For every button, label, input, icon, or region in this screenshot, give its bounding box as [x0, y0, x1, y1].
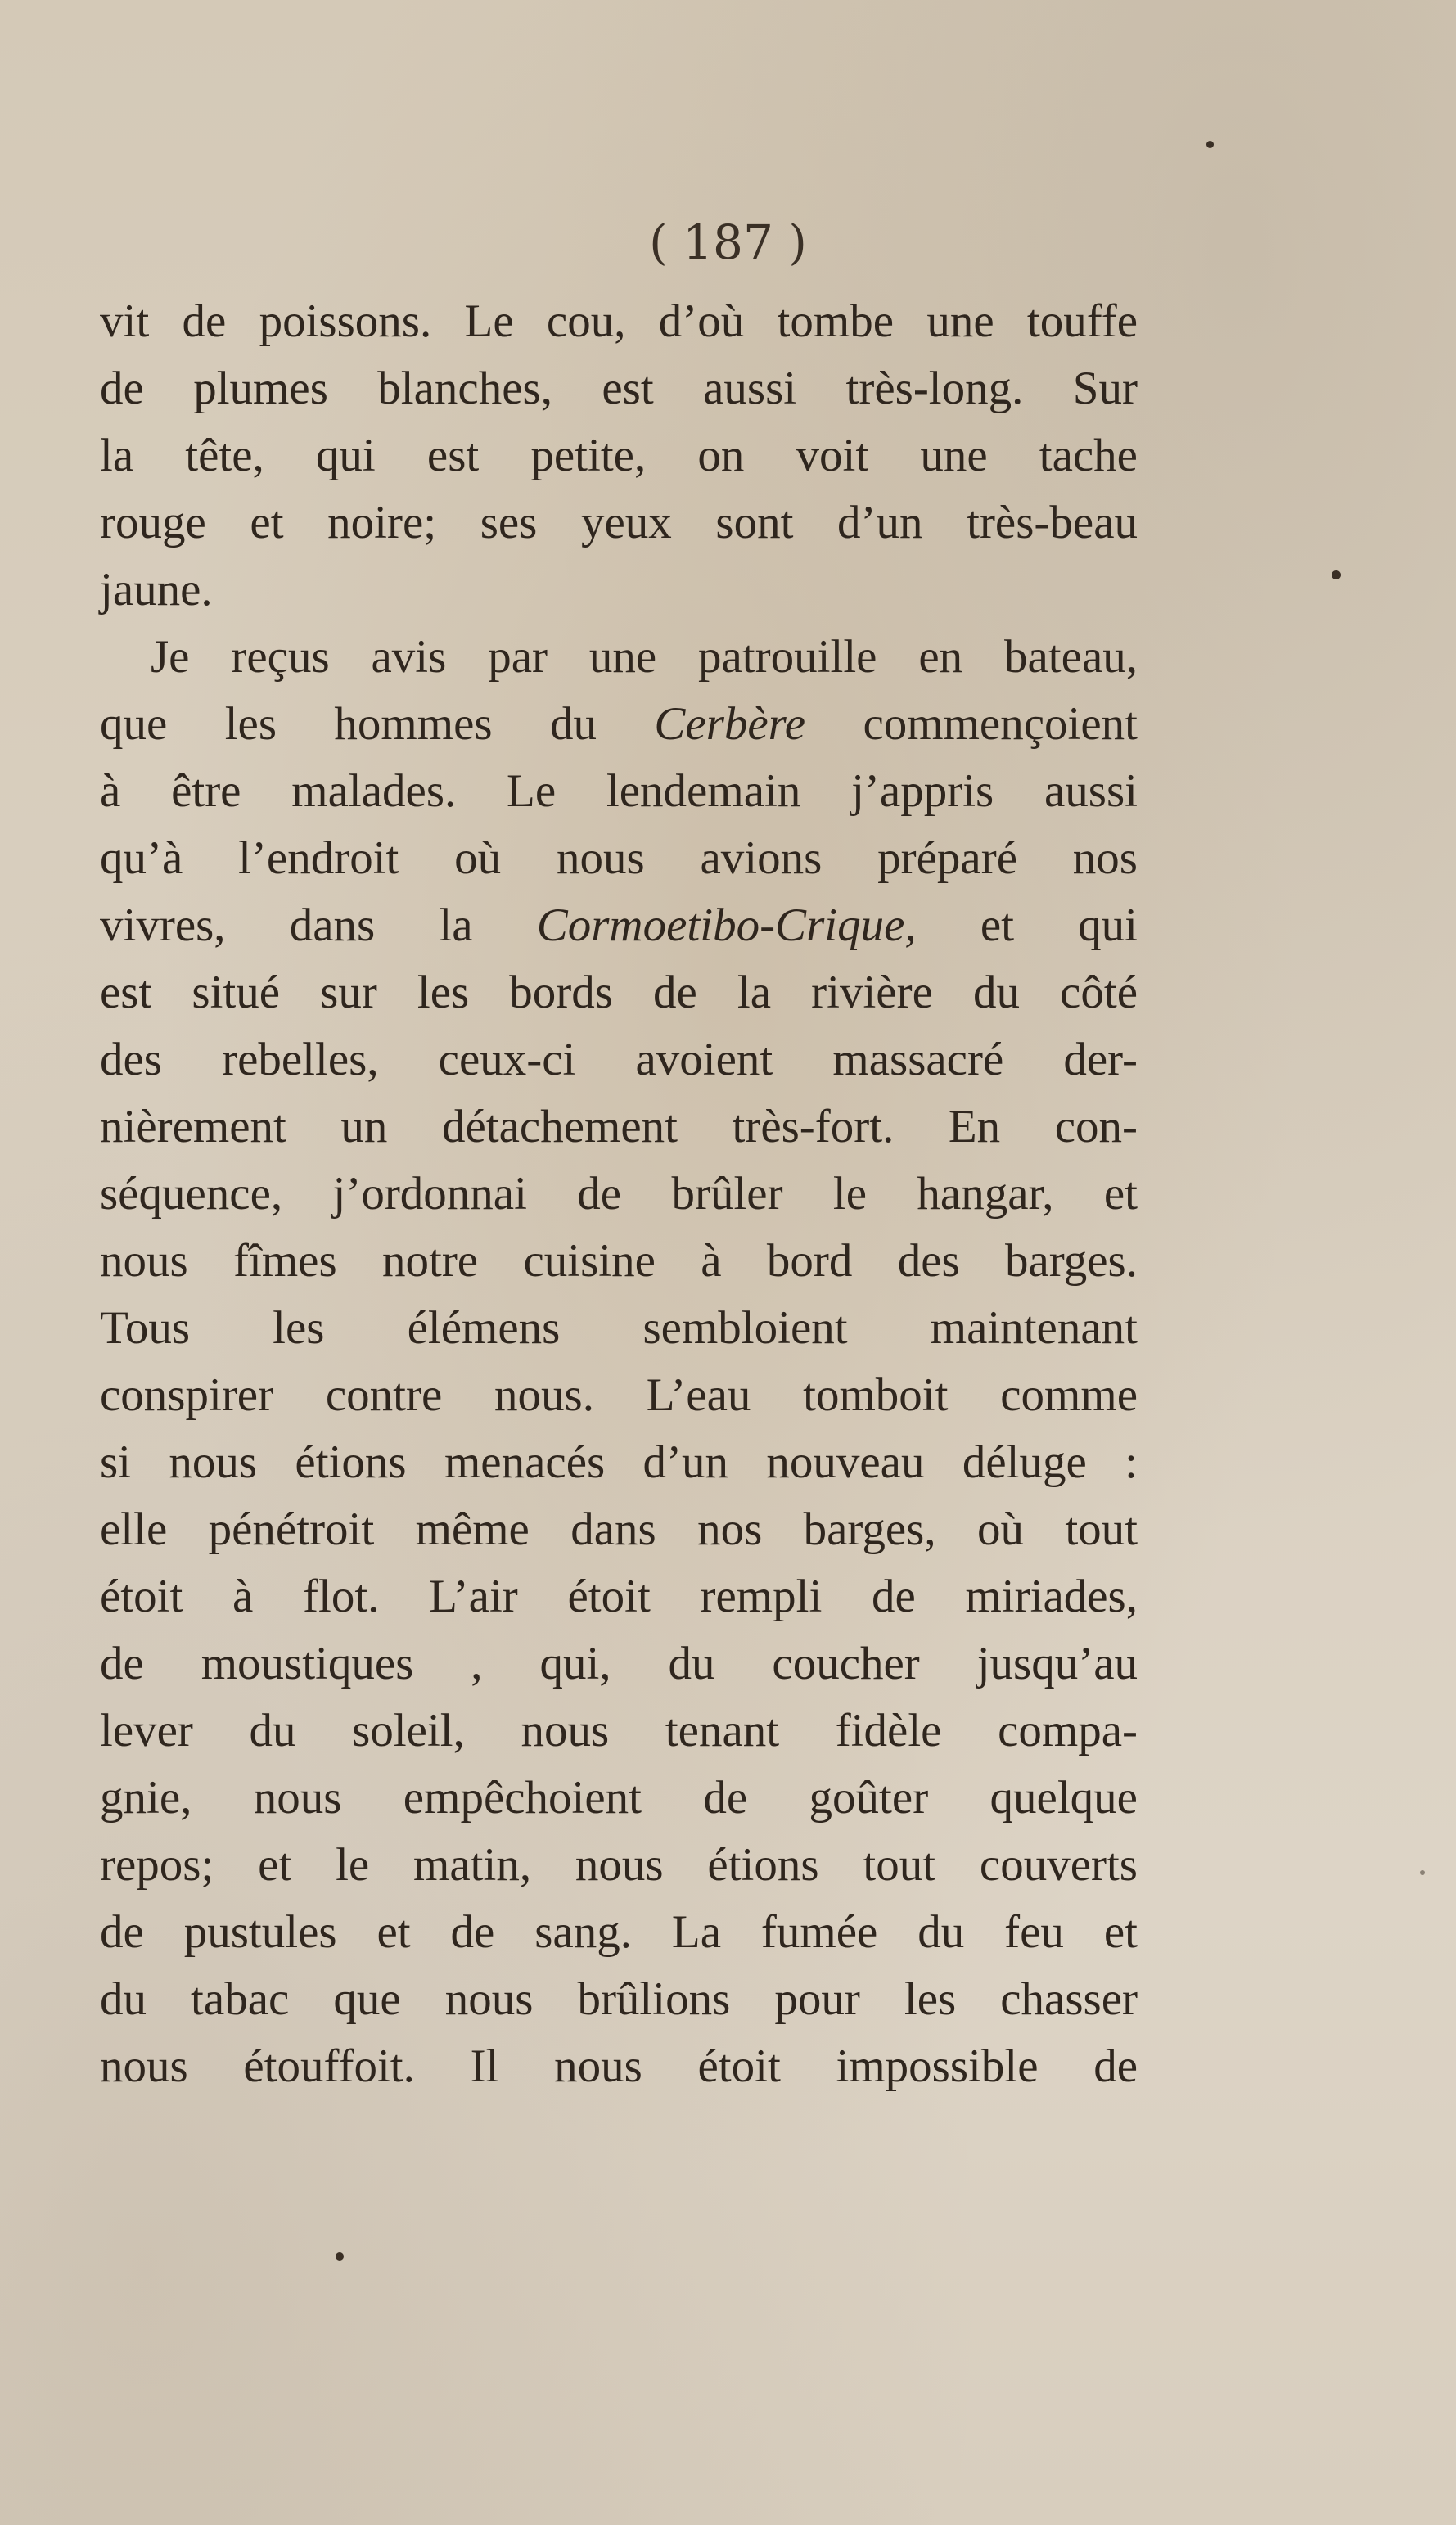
text-line: [100, 1899, 1138, 1966]
text-run: du tabac que nous brûlions pour les chasser: [100, 1973, 1138, 2025]
text-line: [100, 1966, 1138, 2033]
text-line: [100, 1093, 1138, 1161]
text-run: lever du soleil, nous tenant fidèle compa-: [100, 1705, 1138, 1756]
italic-text: Cormoetibo-Crique,: [536, 900, 917, 951]
body-text: [100, 288, 1138, 2100]
paper-speck: [1206, 141, 1214, 148]
paper-speck: [1420, 1870, 1425, 1875]
text-run: et qui: [916, 900, 1138, 951]
text-run: des rebelles, ceux-ci avoient massacré der-: [100, 1034, 1138, 1085]
text-line: [100, 1161, 1138, 1228]
text-run: conspirer contre nous. L’eau tomboit comme: [100, 1369, 1138, 1421]
text-line: [100, 355, 1138, 422]
text-line: [100, 1832, 1138, 1899]
text-run: Tous les élémens sembloient maintenant: [100, 1302, 1138, 1354]
text-run: jaune.: [100, 564, 213, 615]
text-run: est situé sur les bords de la rivière du côté: [100, 967, 1138, 1018]
text-run: elle pénétroit même dans nos barges, où tout: [100, 1504, 1138, 1555]
text-line: [100, 489, 1138, 557]
text-run: étoit à flot. L’air étoit rempli de miriades,: [100, 1571, 1138, 1622]
text-line: [100, 1362, 1138, 1429]
italic-text: Cerbère: [654, 698, 806, 750]
paper-speck: [1332, 570, 1341, 579]
text-line: [100, 1698, 1138, 1765]
paper-speck: [336, 2252, 344, 2261]
text-line: [100, 2033, 1138, 2100]
text-run: de pustules et de sang. La fumée du feu et: [100, 1906, 1138, 1958]
text-run: commençoient: [805, 698, 1138, 750]
text-run: gnie, nous empêchoient de goûter quelque: [100, 1772, 1138, 1824]
page-number: ( 187 ): [649, 214, 807, 270]
text-line: [100, 1026, 1138, 1093]
text-run: de moustiques , qui, du coucher jusqu’au: [100, 1638, 1138, 1689]
text-line: [100, 691, 1138, 758]
text-line: [100, 892, 1138, 959]
text-line: [100, 624, 1138, 691]
text-line: [100, 1765, 1138, 1832]
text-line: [100, 1563, 1138, 1630]
text-run: séquence, j’ordonnai de brûler le hangar, et: [100, 1168, 1138, 1220]
text-run: la tête, qui est petite, on voit une tache: [100, 430, 1138, 481]
text-line: [100, 825, 1138, 892]
text-run: que les hommes du: [100, 698, 655, 750]
text-run: Je reçus avis par une patrouille en bateau,: [151, 631, 1138, 683]
text-run: repos; et le matin, nous étions tout couverts: [100, 1839, 1138, 1891]
text-line: [100, 1228, 1138, 1295]
text-run: vit de poissons. Le cou, d’où tombe une touffe: [100, 295, 1138, 347]
text-line: [100, 422, 1138, 489]
text-line: [100, 758, 1138, 825]
text-run: de plumes blanches, est aussi très-long. Sur: [100, 363, 1138, 414]
text-run: nièrement un détachement très-fort. En con-: [100, 1101, 1138, 1152]
text-run: nous étouffoit. Il nous étoit impossible de: [100, 2040, 1138, 2092]
text-run: vivres, dans la: [100, 900, 537, 951]
text-run: à être malades. Le lendemain j’appris aussi: [100, 765, 1138, 817]
text-line: [100, 1496, 1138, 1563]
text-run: si nous étions menacés d’un nouveau déluge :: [100, 1436, 1138, 1488]
text-line: [100, 1630, 1138, 1698]
text-run: nous fîmes notre cuisine à bord des barges.: [100, 1235, 1138, 1287]
text-run: rouge et noire; ses yeux sont d’un très-beau: [100, 497, 1138, 548]
text-line: [100, 959, 1138, 1026]
text-line: [100, 288, 1138, 355]
text-run: qu’à l’endroit où nous avions préparé nos: [100, 832, 1138, 884]
text-line: [100, 1295, 1138, 1362]
text-line: [100, 1429, 1138, 1496]
text-line: [100, 557, 1138, 624]
